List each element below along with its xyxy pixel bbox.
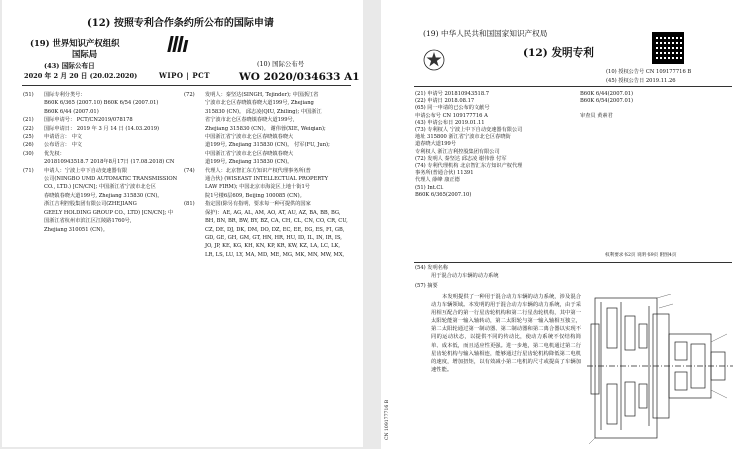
biblio-line [23, 109, 183, 116]
biblio-text: 通合伙) (WISEAST INTELLECTUAL PROPERTY [205, 176, 329, 183]
cn-biblio-line: B60K 6/365(2007.10) [415, 191, 472, 198]
biblio-text: 中国浙江省宁波市北仑区春晓镇春晓大 [205, 150, 294, 157]
wo-pub-date: 2020 年 2 月 20 日 (20.02.2020) [24, 72, 138, 80]
cn-title: 用于混合动力车辆的动力系统 [431, 273, 499, 279]
biblio-line [184, 159, 356, 166]
biblio-text: BH, BN, BR, BW, BY, BZ, CA, CH, CL, CN, CO, CR, CU, [205, 218, 348, 225]
biblio-text: 国际申请号： PCT/CN2019/078178 [44, 117, 133, 124]
biblio-line [23, 184, 183, 191]
biblio-line [23, 151, 183, 158]
wo-pub-date-label: (43) 国际公布日 [44, 62, 95, 70]
biblio-text: 国浙江省杭州市滨江区江陵路1760号, [44, 218, 132, 225]
biblio-tag: (71) [23, 167, 34, 174]
biblio-line [184, 151, 356, 158]
biblio-text: 315830 (CN)。 邱志凌(QIU, Zhiling); 中国浙江 [205, 108, 322, 115]
biblio-text: 中国浙江省宁波市北仑区春晓镇春晓大 [205, 134, 294, 141]
biblio-text: 指定国(除另有指明，要求每一种可提供的国家 [205, 201, 311, 208]
cn-biblio-line [580, 105, 633, 112]
cn-biblio-line: (21) 申请号 201810943518.7 [415, 91, 490, 97]
biblio-text: 申请人：宁波上中下自动变速器有限 [44, 167, 128, 174]
biblio-line [184, 184, 356, 191]
biblio-line [184, 243, 356, 250]
wo-pub-no: WO 2020/034633 A1 [239, 71, 360, 83]
biblio-line [23, 168, 183, 175]
cn-biblio-left [415, 91, 522, 199]
biblio-text: GEELY HOLDING GROUP CO., LTD) [CN/CN]; 中 [44, 209, 174, 216]
cn-biblio-line: (72) 发明人 秦坚达 邱志凌 谢伟蓉 付军 [415, 155, 507, 162]
biblio-line [23, 176, 183, 183]
biblio-text: 公布语言： 中文 [44, 142, 82, 149]
biblio-line [184, 252, 356, 259]
biblio-line [184, 100, 356, 107]
biblio-text: 春晓镇春晓大道199号, Zhejiang 315830 (CN)。 [44, 192, 163, 199]
biblio-line [23, 142, 183, 149]
cn-doc-type: (12) 发明专利 [523, 47, 594, 59]
biblio-text: CZ, DE, DJ, DK, DM, DO, DZ, EC, EE, EG, ES, FI, GB, [205, 226, 345, 233]
biblio-line [23, 201, 183, 208]
biblio-text: 公司(NINGBO UMD AUTOMATIC TRANSMISSION [44, 176, 178, 183]
biblio-tag: (51) [23, 92, 34, 98]
cn-title-label: (54) 发明名称 [415, 265, 449, 271]
biblio-line [23, 218, 183, 225]
biblio-text: B60K 6/365 (2007.10) B60K 6/54 (2007.01) [44, 100, 159, 107]
biblio-tag: (22) [23, 125, 34, 132]
cn-header-divider [414, 86, 732, 87]
wo-publication-page [2, 0, 363, 447]
cn-biblio-line: (43) 申请公布日 2019.01.11 [415, 119, 485, 126]
biblio-text: 201810943518.7 2018年8月17日 (17.08.2018) CN [44, 159, 175, 166]
biblio-text: 国际专利分类号： [44, 92, 86, 98]
biblio-text: Zhejiang 315830 (CN)。 谢伟蓉(XIE, Weiqian); [205, 125, 326, 132]
biblio-line [23, 210, 183, 217]
biblio-text: 优先权： [44, 150, 65, 157]
biblio-tag: (30) [23, 150, 34, 157]
cn-biblio-line: (73) 专利权人 宁波上中下自动变速器有限公司 [415, 127, 523, 134]
transmission-drawing [587, 294, 735, 446]
biblio-line [184, 227, 356, 234]
biblio-line [184, 117, 356, 124]
biblio-text: 发明人：秦坚达(SINGH, Tejinder); 中国浙江省 [205, 92, 319, 98]
biblio-line [184, 201, 356, 208]
biblio-text: 保护)：AE, AG, AL, AM, AO, AT, AU, AZ, BA, BB, BG, [205, 209, 341, 216]
cn-biblio-line: (74) 专利代理机构 北京智汇东方知识产权代理 [415, 163, 523, 170]
cn-biblio-line: 申请公布号 CN 109177716 A [415, 112, 488, 119]
biblio-tag: (21) [23, 117, 34, 124]
cn-pages-info: 权利要求书2页 说明书9页 附图4页 [605, 253, 677, 258]
qr-code-icon [652, 32, 684, 64]
header-divider [22, 85, 351, 86]
biblio-line [23, 92, 183, 99]
cn-biblio-line: B60K 6/54(2007.01) [580, 98, 634, 105]
biblio-text: 申请语言： 中文 [44, 134, 82, 141]
cn-biblio-line: B60K 6/44(2007.01) [580, 91, 634, 97]
cn-biblio-line: (51) Int.Cl. [415, 184, 444, 191]
national-emblem-icon [423, 49, 445, 71]
biblio-line [184, 92, 356, 99]
biblio-line [184, 168, 356, 175]
cn-grant-date: (45) 授权公告日 2019.11.26 [606, 78, 676, 84]
wo-header-title: (12) 按照专利合作条约所公布的国际申请 [87, 18, 274, 29]
cn-biblio-line: 审查员 黄素君 [580, 112, 613, 119]
wo-biblio-left [23, 92, 183, 235]
biblio-text: 省宁波市北仑区春晓镇春晓大道199号, [205, 117, 295, 124]
biblio-line [23, 193, 183, 200]
biblio-line [184, 176, 356, 183]
biblio-text: 浙江吉利控股集团有限公司(ZHEJIANG [44, 201, 137, 208]
biblio-text: B60K 6/44 (2007.01) [44, 108, 99, 115]
wo-org-name: (19) 世界知识产权组织 [30, 38, 120, 48]
biblio-text: 道199号, Zhejiang 315830 (CN)。 [205, 159, 293, 166]
biblio-text: GD, GE, GH, GM, GT, HN, HR, HU, ID, IL, IN, IR, IS, [205, 234, 342, 241]
wipo-pct-label: WIPO | PCT [159, 71, 210, 80]
biblio-text: JO, JP, KE, KG, KH, KN, KP, KR, KW, KZ, LA, LC, LK, [205, 243, 341, 250]
cn-biblio-line: 代理人 薛峰 康正德 [415, 177, 460, 184]
biblio-line [184, 210, 356, 217]
cn-biblio-line: (65) 同一申请的已公布的文献号 [415, 105, 490, 112]
biblio-text: 代理人：北京智汇东方知识产权代理事务所(普 [205, 167, 311, 174]
biblio-line [23, 100, 183, 107]
biblio-line [184, 218, 356, 225]
biblio-tag: (74) [184, 167, 195, 174]
cn-patent-page [381, 0, 744, 449]
biblio-tag: (25) [23, 134, 34, 141]
biblio-text: Zhejiang 310051 (CN)。 [44, 226, 108, 233]
cn-biblio-line: (22) 申请日 2018.08.17 [415, 98, 475, 105]
cn-office-header: (19) 中华人民共和国国家知识产权局 [423, 29, 548, 38]
cn-abstract-text: 本发明提供了一种用于混合动力车辆的动力系统，涉及混合动力车辆领域。本发明的用于混合动力车辆的动力系统，由于采用相互配合的第一行星齿轮机构和第二行星齿轮机构，其中第一太阳轮能第一输入轴转动，第二太阳轮与第一输入轴相互独立，第二太阳轮通过第一制动器、第二制动器和第二离合器以实现不同的运动状态，以提供不同的传动比，使动力系统不仅结构简单、成本低，而且适应性更强。进一步地，第二电机通过第二行星齿轮机构与输入轴相连，能够通过行星齿轮机构降低第二电机的速度，增加扭矩，以有效减小第二电机的尺寸或提高了车辆加速性能。 [431, 294, 581, 373]
biblio-text: LR, LS, LU, LY, MA, MD, ME, MG, MK, MN, MW, MX, [205, 251, 345, 258]
biblio-line [184, 142, 356, 149]
cn-biblio-divider [414, 262, 732, 263]
cn-biblio-right [580, 91, 633, 120]
biblio-text: 国际申请日： 2019 年 3 月 14 日 (14.03.2019) [44, 125, 160, 132]
biblio-line [184, 126, 356, 133]
cn-abstract-label: (57) 摘要 [415, 283, 438, 289]
cn-biblio-line: 道春晓大道199号 [415, 141, 457, 148]
biblio-tag: (81) [184, 201, 195, 208]
wo-biblio-right [184, 92, 356, 260]
biblio-text: 道199号, Zhejiang 315830 (CN)。 付军(FU, Jun); [205, 142, 330, 149]
biblio-text: 院1号楼6层609, Beijing 100085 (CN)。 [205, 192, 305, 199]
biblio-tag: (26) [23, 142, 34, 149]
wo-org-name-2: 国际局 [72, 49, 98, 59]
wo-pub-no-label: (10) 国际公布号 [257, 60, 305, 68]
biblio-line [23, 227, 183, 234]
cn-biblio-line: 专利权人 浙江吉利控股集团有限公司 [415, 148, 500, 155]
biblio-line [184, 134, 356, 141]
biblio-line [23, 134, 183, 141]
biblio-line [23, 159, 183, 166]
cn-grant-no: (10) 授权公告号 CN 109177716 B [606, 69, 692, 75]
biblio-line [23, 117, 183, 124]
biblio-text: CO., LTD.) [CN/CN]; 中国浙江省宁波市北仑区 [44, 184, 156, 191]
biblio-text: 宁波市北仑区春晓镇春晓大道199号, Zhejiang [205, 100, 314, 107]
biblio-tag: (72) [184, 92, 195, 98]
cn-side-code: CN 109177716 B [385, 399, 390, 440]
biblio-line [184, 193, 356, 200]
biblio-text: LAW FIRM); 中国北京市海淀区上地十街1号 [205, 184, 310, 191]
cn-biblio-line: 地址 315800 浙江省宁波市北仑区春晓街 [415, 134, 511, 141]
wipo-logo [169, 36, 189, 56]
biblio-line [184, 235, 356, 242]
biblio-line [184, 109, 356, 116]
cn-biblio-line: 事务所(普通合伙) 11391 [415, 170, 474, 177]
biblio-line [23, 126, 183, 133]
